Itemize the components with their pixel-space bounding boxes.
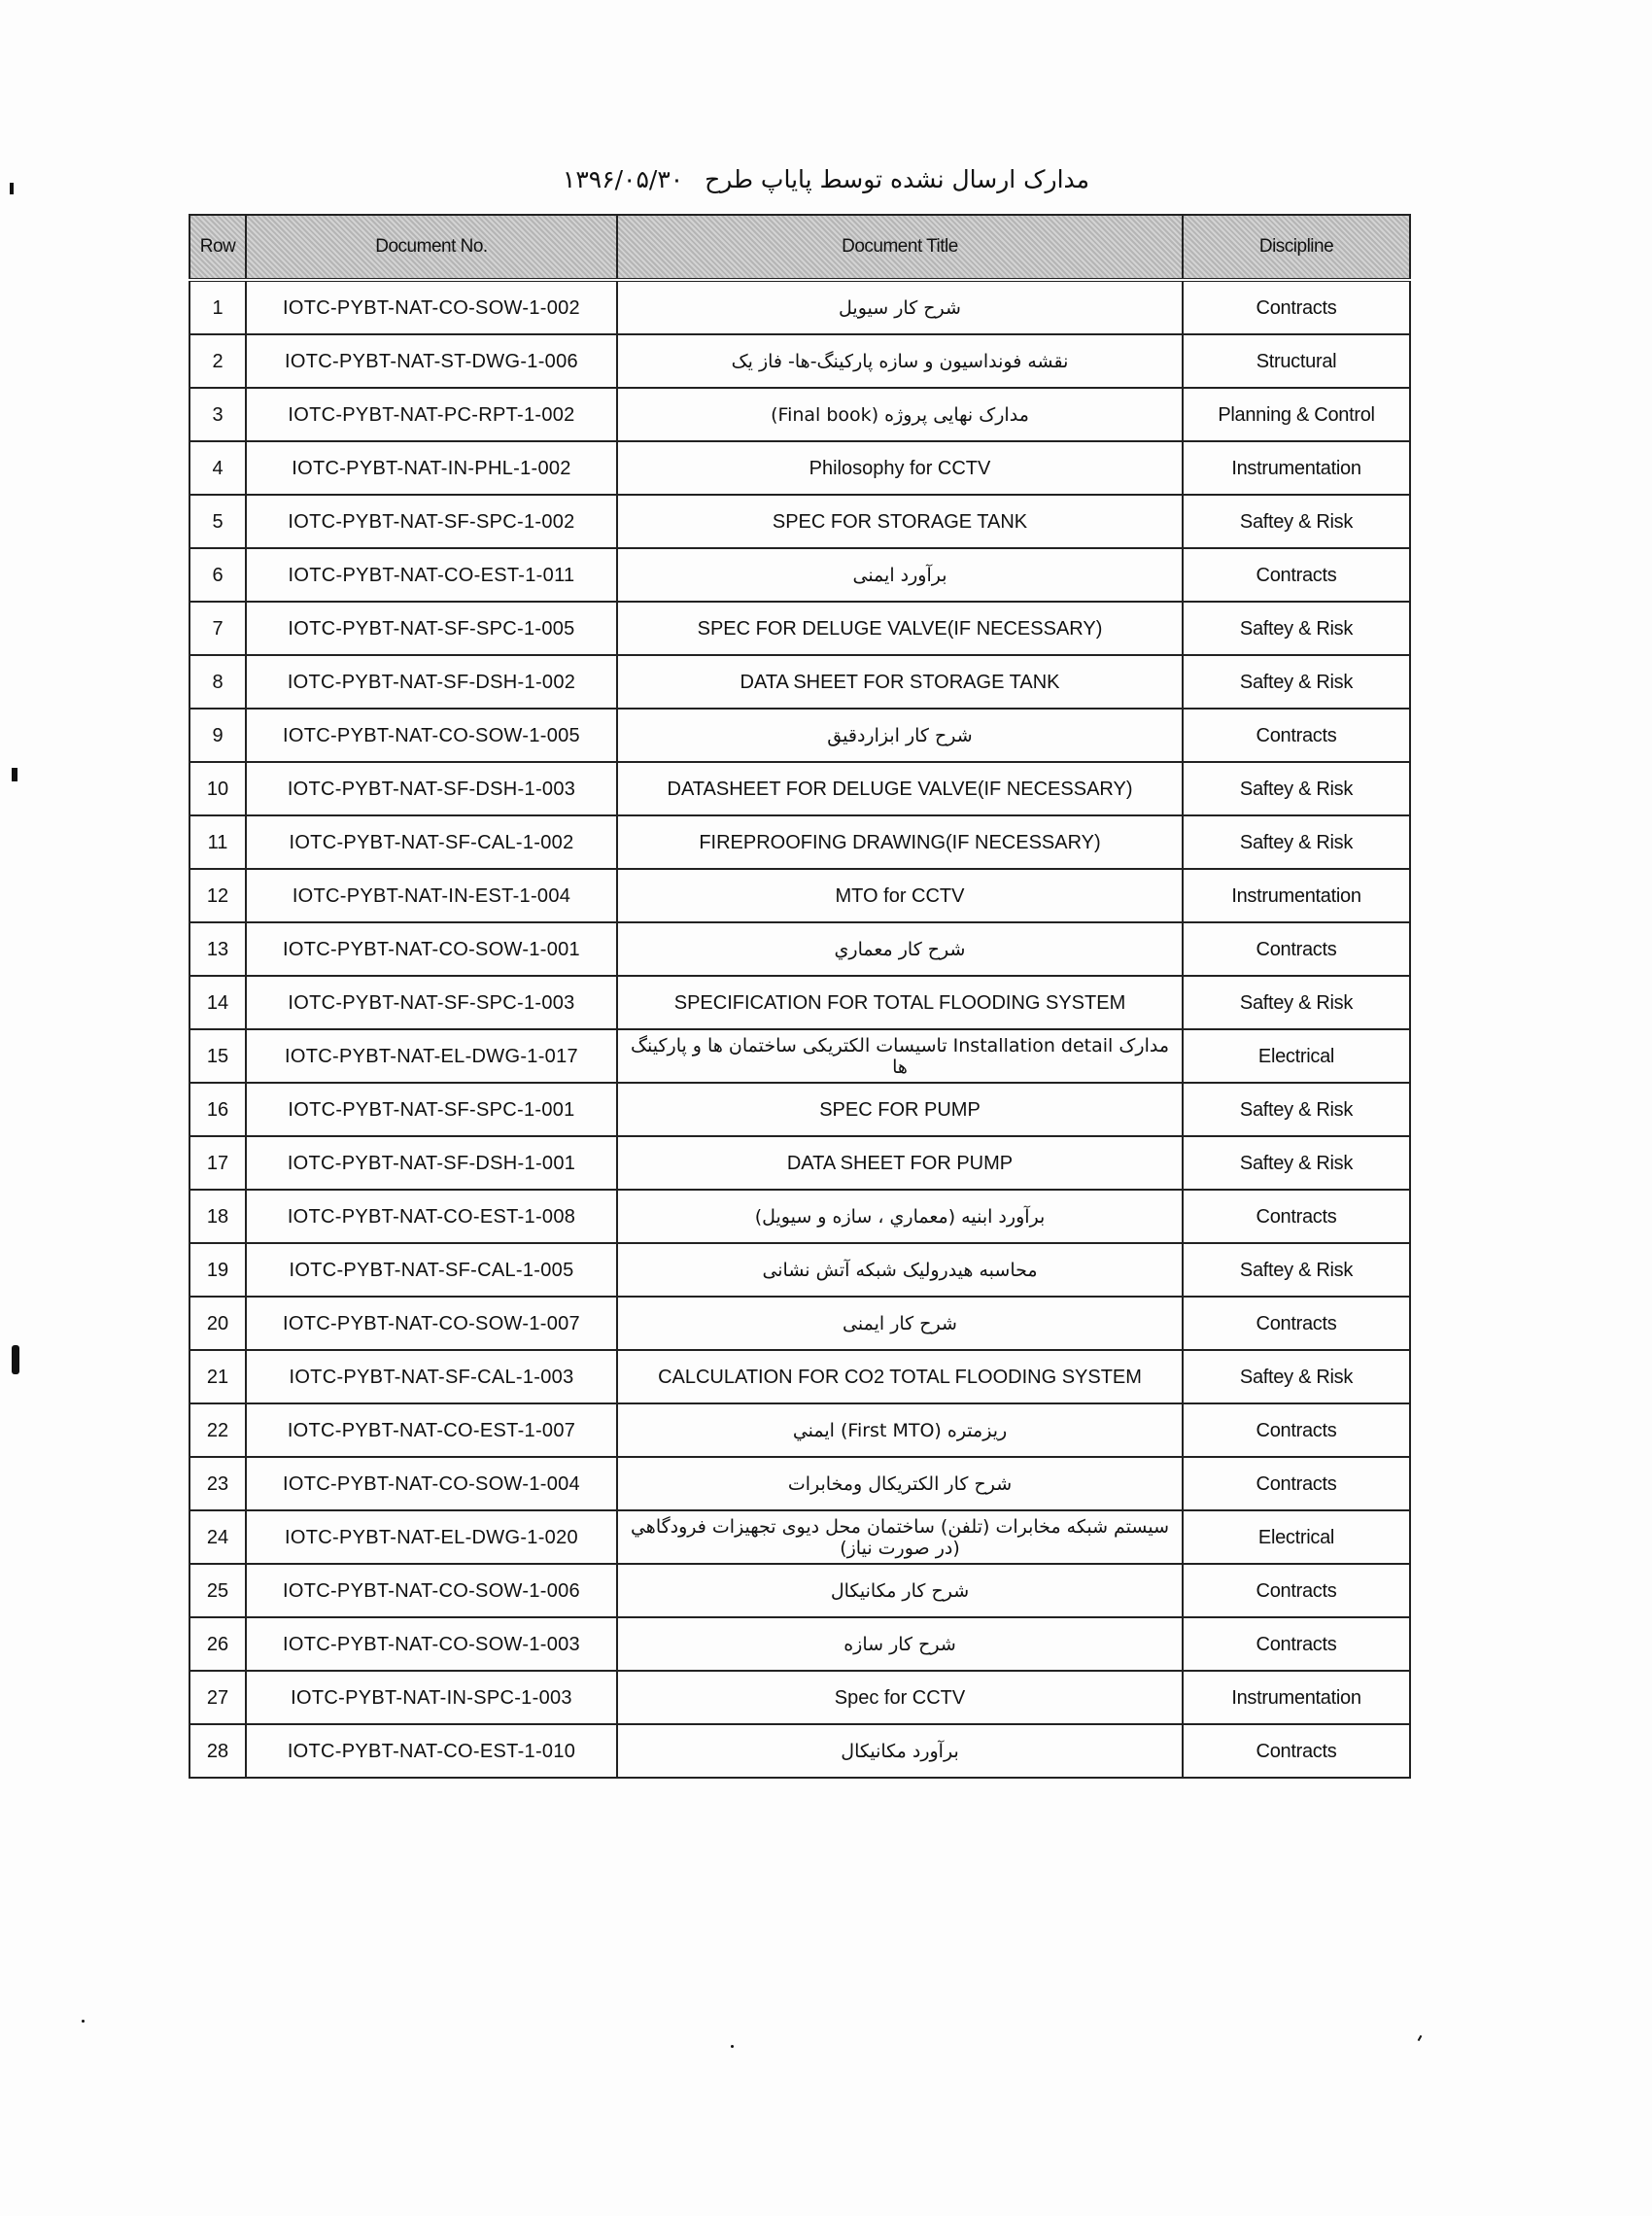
cell-row-number: 16 <box>189 1083 246 1136</box>
cell-document-number: IOTC-PYBT-NAT-CO-SOW-1-006 <box>246 1564 617 1617</box>
cell-document-title: SPEC FOR PUMP <box>617 1083 1183 1136</box>
cell-row-number: 8 <box>189 655 246 709</box>
cell-row-number: 12 <box>189 869 246 922</box>
table-row <box>189 869 1410 922</box>
header-discipline: Discipline <box>1183 215 1410 280</box>
table-row <box>189 709 1410 762</box>
cell-document-number: IOTC-PYBT-NAT-IN-SPC-1-003 <box>246 1671 617 1724</box>
cell-document-number: IOTC-PYBT-NAT-CO-EST-1-011 <box>246 548 617 602</box>
table-row <box>189 602 1410 655</box>
cell-document-title: ریزمتره (First MTO) ایمني <box>617 1403 1183 1457</box>
cell-document-number: IOTC-PYBT-NAT-SF-SPC-1-002 <box>246 495 617 548</box>
cell-row-number: 25 <box>189 1564 246 1617</box>
cell-row-number: 6 <box>189 548 246 602</box>
cell-document-number: IOTC-PYBT-NAT-PC-RPT-1-002 <box>246 388 617 441</box>
cell-document-number: IOTC-PYBT-NAT-SF-SPC-1-003 <box>246 976 617 1029</box>
table-row <box>189 1297 1410 1350</box>
cell-document-number: IOTC-PYBT-NAT-EL-DWG-1-020 <box>246 1510 617 1564</box>
header-document-title: Document Title <box>617 215 1183 280</box>
cell-row-number: 14 <box>189 976 246 1029</box>
cell-document-title: شرح کار ابزاردقیق <box>617 709 1183 762</box>
table-body <box>189 280 1410 1778</box>
cell-row-number: 11 <box>189 815 246 869</box>
cell-discipline: Saftey & Risk <box>1183 1243 1410 1297</box>
cell-document-title: DATA SHEET FOR STORAGE TANK <box>617 655 1183 709</box>
table-row <box>189 1403 1410 1457</box>
scan-mark-2 <box>12 768 17 781</box>
cell-document-number: IOTC-PYBT-NAT-CO-SOW-1-007 <box>246 1297 617 1350</box>
cell-row-number: 5 <box>189 495 246 548</box>
cell-discipline: Contracts <box>1183 1617 1410 1671</box>
cell-row-number: 26 <box>189 1617 246 1671</box>
page-title <box>0 165 1652 193</box>
cell-discipline: Contracts <box>1183 922 1410 976</box>
table-row <box>189 922 1410 976</box>
cell-document-title: DATASHEET FOR DELUGE VALVE(IF NECESSARY) <box>617 762 1183 815</box>
cell-discipline: Contracts <box>1183 1190 1410 1243</box>
cell-document-number: IOTC-PYBT-NAT-IN-EST-1-004 <box>246 869 617 922</box>
cell-document-number: IOTC-PYBT-NAT-CO-SOW-1-003 <box>246 1617 617 1671</box>
cell-document-number: IOTC-PYBT-NAT-CO-SOW-1-001 <box>246 922 617 976</box>
table-row <box>189 1671 1410 1724</box>
cell-document-number: IOTC-PYBT-NAT-EL-DWG-1-017 <box>246 1029 617 1083</box>
cell-row-number: 15 <box>189 1029 246 1083</box>
scan-mark-3 <box>12 1345 19 1374</box>
title-date: ۱۳۹۶/۰۵/۳۰ <box>562 165 684 193</box>
cell-document-title: سیستم شبکه مخابرات (تلفن) ساختمان محل دیوی تجهیزات فرودگاهي (در صورت نیاز) <box>617 1510 1183 1564</box>
table-row <box>189 762 1410 815</box>
table-header <box>189 215 1410 280</box>
cell-document-number: IOTC-PYBT-NAT-CO-SOW-1-002 <box>246 280 617 334</box>
cell-row-number: 10 <box>189 762 246 815</box>
header-row <box>189 215 1410 280</box>
cell-document-number: IOTC-PYBT-NAT-SF-DSH-1-001 <box>246 1136 617 1190</box>
cell-row-number: 20 <box>189 1297 246 1350</box>
cell-document-number: IOTC-PYBT-NAT-SF-CAL-1-003 <box>246 1350 617 1403</box>
cell-row-number: 19 <box>189 1243 246 1297</box>
cell-document-title: شرح کار سازه <box>617 1617 1183 1671</box>
table-row <box>189 388 1410 441</box>
cell-discipline: Saftey & Risk <box>1183 602 1410 655</box>
cell-document-number: IOTC-PYBT-NAT-SF-DSH-1-003 <box>246 762 617 815</box>
cell-document-title: مدارک Installation detail تاسیسات الکتریکی ساختمان ها و پارکینگ ها <box>617 1029 1183 1083</box>
cell-document-title: شرح کار معماري <box>617 922 1183 976</box>
cell-discipline: Contracts <box>1183 709 1410 762</box>
cell-discipline: Electrical <box>1183 1510 1410 1564</box>
cell-document-title: محاسبه هیدرولیک شبکه آتش نشانی <box>617 1243 1183 1297</box>
table-row <box>189 1457 1410 1510</box>
cell-document-title: شرح کار الکتریکال ومخابرات <box>617 1457 1183 1510</box>
cell-discipline: Instrumentation <box>1183 869 1410 922</box>
cell-row-number: 3 <box>189 388 246 441</box>
table-row <box>189 280 1410 334</box>
cell-discipline: Saftey & Risk <box>1183 495 1410 548</box>
cell-discipline: Saftey & Risk <box>1183 762 1410 815</box>
cell-discipline: Contracts <box>1183 548 1410 602</box>
cell-document-title: مدارک نهایی پروژه (Final book) <box>617 388 1183 441</box>
cell-document-title: شرح کار سیویل <box>617 280 1183 334</box>
cell-discipline: Contracts <box>1183 1457 1410 1510</box>
cell-discipline: Instrumentation <box>1183 441 1410 495</box>
cell-row-number: 21 <box>189 1350 246 1403</box>
table-row <box>189 1350 1410 1403</box>
cell-document-title: برآورد مکانیکال <box>617 1724 1183 1778</box>
table-row <box>189 1136 1410 1190</box>
cell-document-title: SPEC FOR DELUGE VALVE(IF NECESSARY) <box>617 602 1183 655</box>
cell-row-number: 13 <box>189 922 246 976</box>
cell-row-number: 9 <box>189 709 246 762</box>
cell-row-number: 18 <box>189 1190 246 1243</box>
cell-row-number: 24 <box>189 1510 246 1564</box>
cell-document-number: IOTC-PYBT-NAT-SF-DSH-1-002 <box>246 655 617 709</box>
scan-mark-1 <box>10 183 14 194</box>
cell-document-title: SPEC FOR STORAGE TANK <box>617 495 1183 548</box>
cell-row-number: 17 <box>189 1136 246 1190</box>
cell-document-title: SPECIFICATION FOR TOTAL FLOODING SYSTEM <box>617 976 1183 1029</box>
table-row <box>189 1724 1410 1778</box>
cell-document-title: Philosophy for CCTV <box>617 441 1183 495</box>
cell-document-title: برآورد ابنیه (معماري ، سازه و سیویل) <box>617 1190 1183 1243</box>
table-row <box>189 655 1410 709</box>
table-row <box>189 495 1410 548</box>
cell-discipline: Contracts <box>1183 1564 1410 1617</box>
cell-row-number: 22 <box>189 1403 246 1457</box>
header-row-number: Row <box>189 215 246 280</box>
scan-speck-2 <box>731 2045 734 2048</box>
cell-document-title: MTO for CCTV <box>617 869 1183 922</box>
cell-row-number: 4 <box>189 441 246 495</box>
table-row <box>189 1243 1410 1297</box>
cell-row-number: 27 <box>189 1671 246 1724</box>
table-row <box>189 815 1410 869</box>
cell-discipline: Saftey & Risk <box>1183 1083 1410 1136</box>
cell-row-number: 23 <box>189 1457 246 1510</box>
cell-row-number: 28 <box>189 1724 246 1778</box>
title-text: مدارک ارسال نشده توسط پایاپ طرح <box>705 165 1090 193</box>
cell-document-title: Spec for CCTV <box>617 1671 1183 1724</box>
cell-document-number: IOTC-PYBT-NAT-CO-EST-1-010 <box>246 1724 617 1778</box>
cell-row-number: 1 <box>189 280 246 334</box>
table-row <box>189 976 1410 1029</box>
cell-document-number: IOTC-PYBT-NAT-CO-SOW-1-004 <box>246 1457 617 1510</box>
cell-document-number: IOTC-PYBT-NAT-SF-CAL-1-005 <box>246 1243 617 1297</box>
cell-discipline: Saftey & Risk <box>1183 1350 1410 1403</box>
cell-document-number: IOTC-PYBT-NAT-SF-CAL-1-002 <box>246 815 617 869</box>
cell-document-title: FIREPROOFING DRAWING(IF NECESSARY) <box>617 815 1183 869</box>
header-document-number: Document No. <box>246 215 617 280</box>
cell-document-number: IOTC-PYBT-NAT-ST-DWG-1-006 <box>246 334 617 388</box>
cell-discipline: Electrical <box>1183 1029 1410 1083</box>
scan-speck-1 <box>82 2020 85 2023</box>
table-row <box>189 441 1410 495</box>
cell-document-number: IOTC-PYBT-NAT-SF-SPC-1-001 <box>246 1083 617 1136</box>
cell-document-number: IOTC-PYBT-NAT-SF-SPC-1-005 <box>246 602 617 655</box>
cell-discipline: Planning & Control <box>1183 388 1410 441</box>
cell-row-number: 2 <box>189 334 246 388</box>
cell-discipline: Contracts <box>1183 280 1410 334</box>
cell-discipline: Contracts <box>1183 1724 1410 1778</box>
cell-discipline: Saftey & Risk <box>1183 976 1410 1029</box>
documents-table <box>189 214 1411 1779</box>
cell-document-title: شرح کار مکانیکال <box>617 1564 1183 1617</box>
cell-document-title: نقشه فونداسیون و سازه پارکینگ-ها- فاز یک <box>617 334 1183 388</box>
table-row <box>189 1617 1410 1671</box>
cell-document-number: IOTC-PYBT-NAT-CO-SOW-1-005 <box>246 709 617 762</box>
cell-discipline: Contracts <box>1183 1403 1410 1457</box>
cell-document-title: CALCULATION FOR CO2 TOTAL FLOODING SYSTEM <box>617 1350 1183 1403</box>
cell-document-title: DATA SHEET FOR PUMP <box>617 1136 1183 1190</box>
cell-document-number: IOTC-PYBT-NAT-IN-PHL-1-002 <box>246 441 617 495</box>
table-row <box>189 1029 1410 1083</box>
table-row <box>189 548 1410 602</box>
cell-discipline: Saftey & Risk <box>1183 655 1410 709</box>
cell-row-number: 7 <box>189 602 246 655</box>
cell-document-title: برآورد ایمنی <box>617 548 1183 602</box>
cell-discipline: Saftey & Risk <box>1183 1136 1410 1190</box>
cell-document-number: IOTC-PYBT-NAT-CO-EST-1-007 <box>246 1403 617 1457</box>
table-row <box>189 1190 1410 1243</box>
table-row <box>189 1083 1410 1136</box>
table-row <box>189 1510 1410 1564</box>
cell-document-title: شرح کار ایمنی <box>617 1297 1183 1350</box>
table-row <box>189 1564 1410 1617</box>
cell-discipline: Contracts <box>1183 1297 1410 1350</box>
cell-discipline: Instrumentation <box>1183 1671 1410 1724</box>
cell-document-number: IOTC-PYBT-NAT-CO-EST-1-008 <box>246 1190 617 1243</box>
table-row <box>189 334 1410 388</box>
cell-discipline: Saftey & Risk <box>1183 815 1410 869</box>
cell-discipline: Structural <box>1183 334 1410 388</box>
scan-speck-3 <box>1418 2035 1423 2041</box>
